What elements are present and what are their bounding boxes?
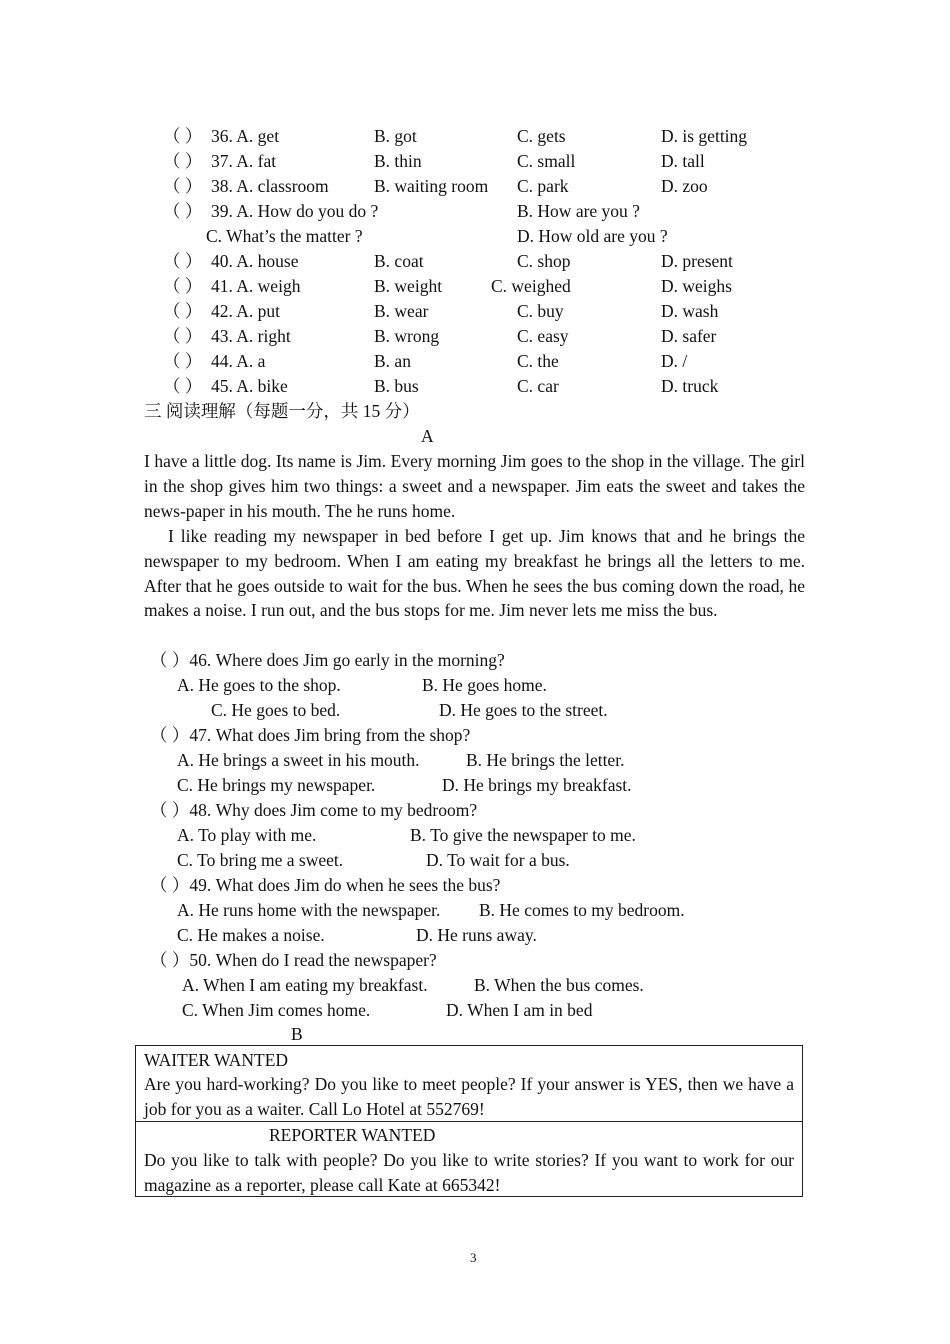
answer-blank[interactable]: （ ） [163,251,203,271]
option-c: C. shop [517,251,571,271]
option-a: 39. A. How do you do ? [211,201,379,221]
option-b: B. When the bus comes. [474,975,644,995]
option-a: 42. A. put [211,301,281,321]
option-d: D. tall [661,151,705,171]
option-c: C. gets [517,126,566,146]
page-number: 3 [470,1250,477,1265]
option-c: C. the [517,351,559,371]
option-a: A. To play with me. [177,825,317,845]
option-c: C. He goes to bed. [211,700,341,720]
answer-blank[interactable]: （ ） [163,351,203,371]
option-b: B. coat [374,251,424,271]
answer-blank[interactable]: （ ） [163,151,203,171]
option-b: B. wrong [374,326,440,346]
option-d: D. How old are you ? [517,226,668,246]
option-b: B. How are you ? [517,201,640,221]
ad-waiter-title: WAITER WANTED [144,1050,289,1070]
option-b: B. To give the newspaper to me. [410,825,636,845]
option-c: C. What’s the matter ? [206,226,363,246]
mc-row-39 [0,199,950,224]
option-b: B. waiting room [374,176,489,196]
option-a: 37. A. fat [211,151,277,171]
option-a: 38. A. classroom [211,176,329,196]
answer-blank[interactable]: （ ） [163,126,203,146]
option-c: C. He brings my newspaper. [177,775,376,795]
mc-row-38 [0,174,950,199]
option-c: C. buy [517,301,564,321]
option-b: B. thin [374,151,422,171]
ad-waiter-body: Are you hard-working? Do you like to meet people? If your answer is YES, then we have a job for you as a waiter. Call Lo Hotel at 552769! [144,1074,794,1119]
option-a: 44. A. a [211,351,266,371]
option-b: B. He brings the letter. [466,750,625,770]
section-title: 三 阅读理解（每题一分，共 15 分） [144,401,420,421]
ad-waiter-box [135,1045,803,1122]
question-49[interactable]: （ ）49. What does Jim do when he sees the bus? [150,875,501,895]
option-d: D. truck [661,376,719,396]
mc-row-37 [0,149,950,174]
option-d: D. He runs away. [416,925,537,945]
mc-row-43 [0,324,950,349]
option-c: C. car [517,376,559,396]
option-b: B. got [374,126,417,146]
mc-row-44 [0,349,950,374]
option-a: 43. A. right [211,326,291,346]
option-b: B. weight [374,276,443,296]
mc-row-40 [0,249,950,274]
question-46[interactable]: （ ）46. Where does Jim go early in the morning? [150,650,505,670]
question-50[interactable]: （ ）50. When do I read the newspaper? [150,950,437,970]
option-a: 36. A. get [211,126,280,146]
option-d: D. He goes to the street. [439,700,608,720]
answer-blank[interactable]: （ ） [163,201,203,221]
option-a: 41. A. weigh [211,276,301,296]
passage-a-label: A [421,426,434,446]
option-d: D. safer [661,326,717,346]
option-a: A. He runs home with the newspaper. [177,900,441,920]
option-d: D. He brings my breakfast. [442,775,632,795]
option-b: B. He goes home. [422,675,547,695]
option-b: B. He comes to my bedroom. [479,900,685,920]
option-d: D. weighs [661,276,732,296]
mc-row-42 [0,299,950,324]
option-a: A. He goes to the shop. [177,675,341,695]
option-c: C. He makes a noise. [177,925,325,945]
option-c: C. weighed [491,276,571,296]
mc-row-41 [0,274,950,299]
option-b: B. wear [374,301,429,321]
option-d: D. present [661,251,733,271]
option-d: D. / [661,351,688,371]
option-c: C. small [517,151,576,171]
option-d: D. wash [661,301,719,321]
answer-blank[interactable]: （ ） [163,301,203,321]
option-a: A. When I am eating my breakfast. [182,975,428,995]
ad-reporter-title: REPORTER WANTED [269,1125,436,1145]
answer-blank[interactable]: （ ） [163,326,203,346]
option-a: A. He brings a sweet in his mouth. [177,750,420,770]
answer-blank[interactable]: （ ） [163,276,203,296]
passage-b-label: B [291,1024,303,1044]
option-a: 45. A. bike [211,376,288,396]
mc-row-45 [0,374,950,399]
mc-row-39-cont [0,224,950,249]
passage-a-paragraph-2: I like reading my newspaper in bed before I get up. Jim knows that and he brings the newspaper to my bedroom. When I am eating my breakfast he brings all the letters to me. After that he goes outside to wait for the bus. When he sees the bus coming down the road, he makes a noise. I run out, and the bus stops for me. Jim never lets me miss the bus. [144,525,805,621]
answer-blank[interactable]: （ ） [163,376,203,396]
passage-a [144,449,805,623]
question-47[interactable]: （ ）47. What does Jim bring from the shop? [150,725,471,745]
ad-reporter-box [135,1121,803,1197]
option-d: D. To wait for a bus. [426,850,570,870]
option-a: 40. A. house [211,251,299,271]
mc-row-36 [0,124,950,149]
passage-a-paragraph-1: I have a little dog. Its name is Jim. Every morning Jim goes to the shop in the village. The girl in the shop gives him two things: a sweet and a newspaper. Jim eats the sweet and takes the news-paper in his mouth. The he runs home. [144,451,805,521]
option-c: C. park [517,176,569,196]
option-c: C. To bring me a sweet. [177,850,344,870]
ad-reporter-body: Do you like to talk with people? Do you like to write stories? If you want to work for our magazine as a reporter, please call Kate at 665342! [144,1150,794,1195]
option-c: C. When Jim comes home. [182,1000,371,1020]
option-c: C. easy [517,326,569,346]
option-d: D. When I am in bed [446,1000,593,1020]
option-b: B. an [374,351,411,371]
answer-blank[interactable]: （ ） [163,176,203,196]
option-d: D. is getting [661,126,748,146]
option-d: D. zoo [661,176,708,196]
question-48[interactable]: （ ）48. Why does Jim come to my bedroom? [150,800,478,820]
option-b: B. bus [374,376,419,396]
